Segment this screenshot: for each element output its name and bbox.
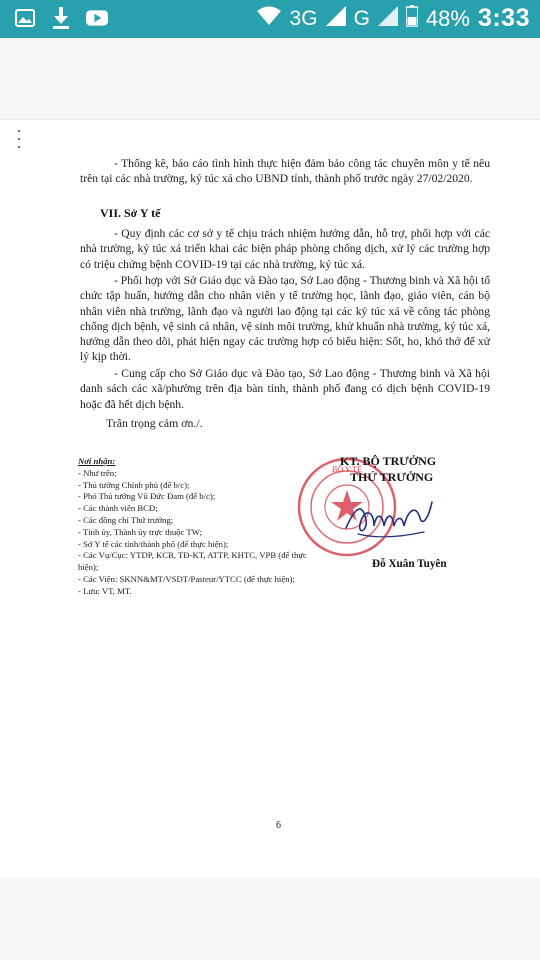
image-icon <box>14 7 36 29</box>
paragraph-communes-list: - Cung cấp cho Sở Giáo dục và Đào tạo, Sở Lao động - Thương binh và Xã hội danh sách các xã/phường trên địa bàn tỉnh, thành phố đang có dịch bệnh COVID-19 hoặc đã hết dịch bệnh. <box>80 367 490 411</box>
signal-icon-2 <box>378 6 398 32</box>
recipient-item: - Lưu: VT, MT. <box>78 585 132 596</box>
network-type-2: G <box>353 6 370 30</box>
signer-name: Đỗ Xuân Tuyên <box>372 558 447 570</box>
paragraph-statistics: - Thống kê, báo cáo tình hình thực hiện đảm bảo công tác chuyên môn y tế nêu trên tại các nhà trường, ký túc xá cho UBND tỉnh, thành phố trước ngày 27/02/2020. <box>80 157 490 186</box>
recipient-item: - Các thành viên BCĐ; <box>78 503 158 514</box>
network-type: 3G <box>289 6 318 30</box>
wifi-icon <box>256 6 282 32</box>
download-icon <box>50 7 72 29</box>
recipient-item: - Sở Y tế các tỉnh/thành phố (để thực hiện); <box>78 538 229 549</box>
section-heading: VII. Sở Y tế <box>100 206 161 220</box>
page-number: 6 <box>276 820 281 831</box>
viewer-background-top <box>0 38 540 120</box>
recipient-item: - Các Viện: SKNN&MT/VSDT/Pasteur/YTCC (để thực hiện); <box>78 573 295 584</box>
recipient-item: - Phó Thủ tướng Vũ Đức Đam (để b/c); <box>78 491 216 502</box>
recipients-block <box>78 456 308 598</box>
paragraph-training: - Phối hợp với Sở Giáo dục và Đào tạo, Sở Lao động - Thương binh và Xã hội tổ chức tập huấn, hướng dẫn cho nhân viên y tế trường học, lãnh đạo, giáo viên, cán bộ nhân viên nhà trường, lãnh đạo và người lao động tại các ký túc xá về công tác phòng chống dịch bệnh, vệ sinh cá nhân, vệ sinh môi trường, khử khuẩn nhà trường, ký túc xá, hướng dẫn theo dõi, phát hiện ngay các trường hợp có biểu hiện: Sốt, ho, khó thở để xử lý kịp thời. <box>80 274 490 364</box>
viewer-background-bottom <box>0 878 540 960</box>
signer-title: KT. BỘ TRƯỞNG <box>340 454 437 468</box>
recipient-item: - Tỉnh ủy, Thành ủy trực thuộc TW; <box>78 526 202 537</box>
paragraph-health-facilities: - Quy định các cơ sở y tế chịu trách nhiệm hướng dẫn, hỗ trợ, phối hợp với các nhà trường, ký túc xá triển khai các biện pháp phòng chống dịch, xử lý các trường hợp có triệu chứng bệnh COVID-19 tại các nhà trường, ký túc xá. <box>80 227 490 271</box>
signal-icon <box>326 6 346 32</box>
recipient-item: - Như trên; <box>78 467 117 478</box>
notification-icons <box>14 7 108 29</box>
signer-position: THỨ TRƯỞNG <box>350 470 434 484</box>
recipient-item: - Thủ tướng Chính phủ (để b/c); <box>78 479 190 490</box>
margin-marks <box>18 130 24 154</box>
battery-icon <box>406 5 418 33</box>
closing-line: Trân trọng cảm ơn./. <box>106 416 203 430</box>
seal-text: BỘ Y TẾ <box>332 465 362 474</box>
youtube-icon <box>86 7 108 29</box>
system-status <box>256 4 530 33</box>
clock: 3:33 <box>477 4 530 32</box>
status-bar <box>0 0 540 38</box>
signature <box>340 480 436 552</box>
recipient-item: - Các Vụ/Cục: YTDP, KCB, TĐ-KT, ATTP, KHTC, VPB (để thực hiện); <box>78 550 307 573</box>
recipients-title: Nơi nhận: <box>78 456 116 466</box>
battery-percent: 48% <box>425 5 470 31</box>
recipient-item: - Các đồng chí Thứ trưởng; <box>78 514 174 525</box>
